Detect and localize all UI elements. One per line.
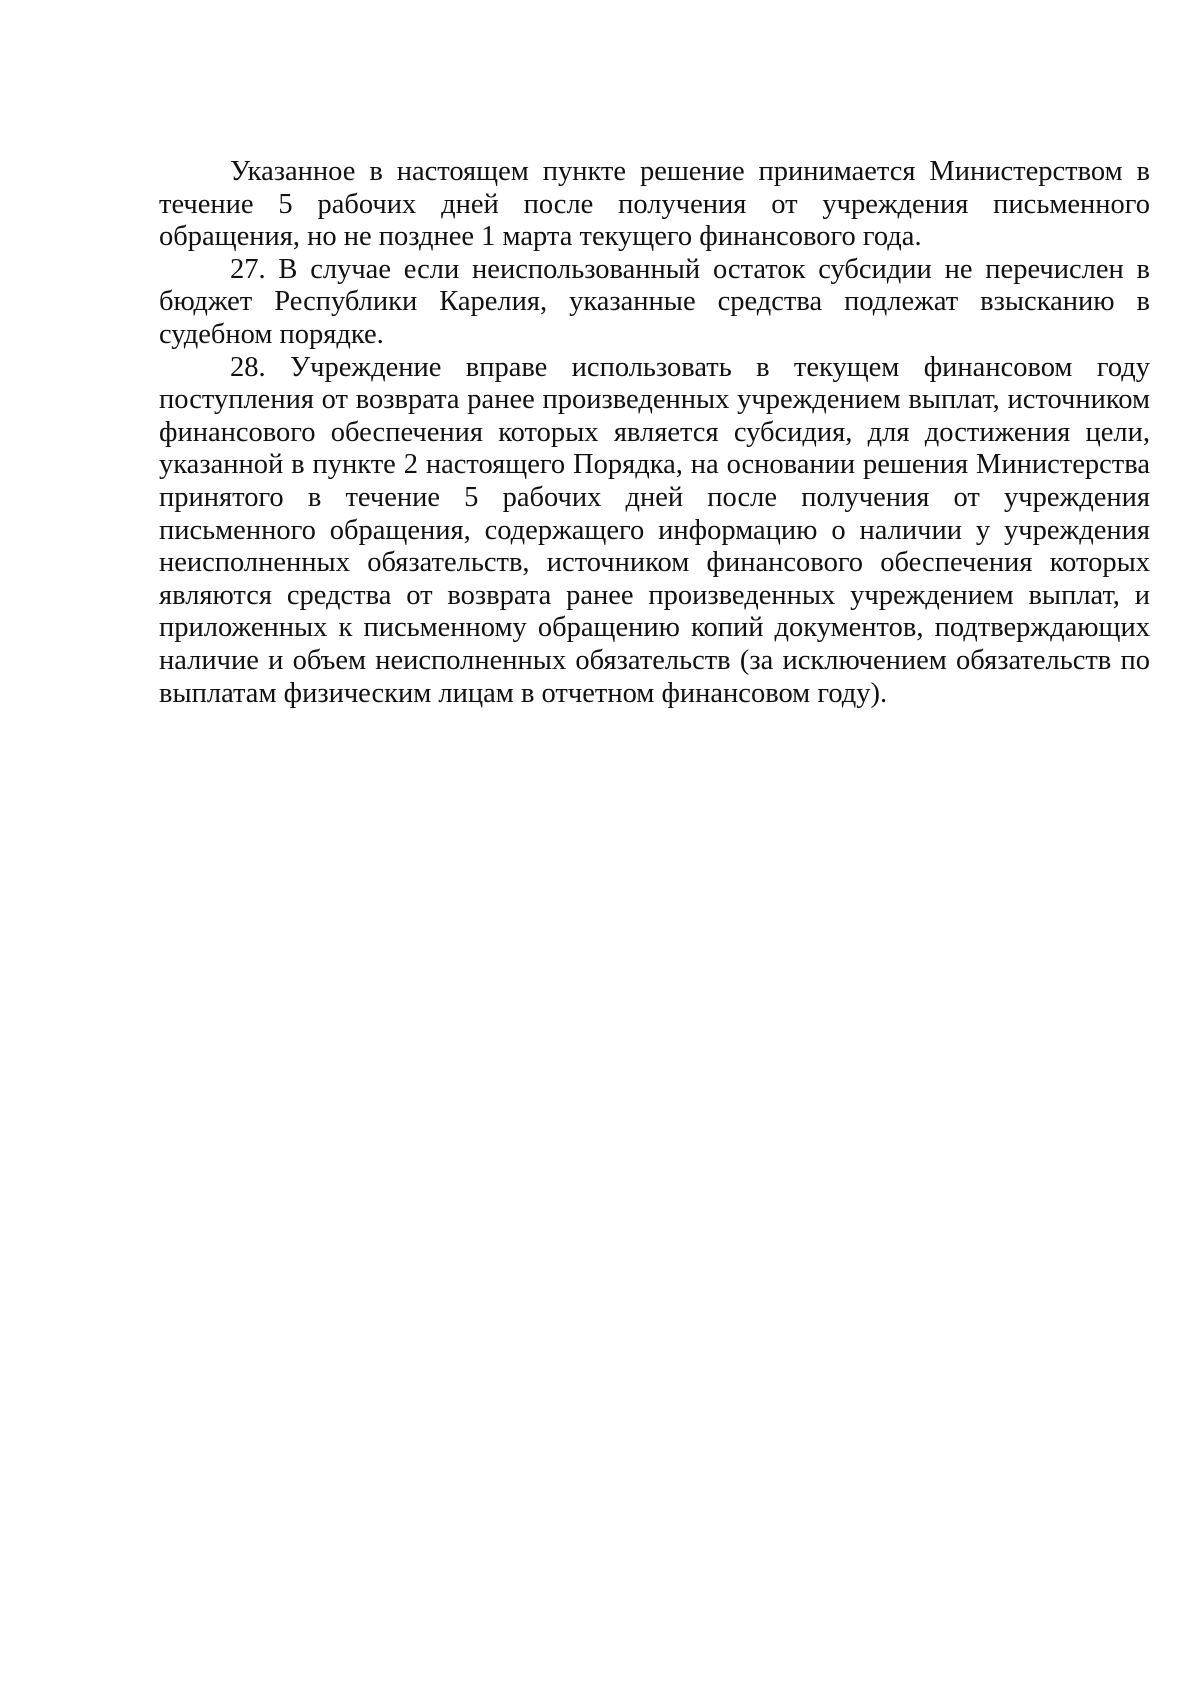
paragraph-decision-terms: Указанное в настоящем пункте решение принимается Министерством в течение 5 рабочих дней после получения от учреждения письменного обращения, но не позднее 1 марта текущего финансового года.: [159, 156, 1150, 253]
paragraph-27-unused-balance: 27. В случае если неиспользованный остаток субсидии не перечислен в бюджет Республики Карелия, указанные средства подлежат взысканию в судебном порядке.: [159, 253, 1150, 350]
paragraph-28-refund-usage: 28. Учреждение вправе использовать в текущем финансовом году поступления от возврата ранее произведенных учреждением выплат, источником финансового обеспечения которых является субсидия, для достижения цели, указанной в пункте 2 настоящего Порядка, на основании решения Министерства принятого в течение 5 рабочих дней после получения от учреждения письменного обращения, содержащего информацию о наличии у учреждения неисполненных обязательств, источником финансового обеспечения которых являются средства от возврата ранее произведенных учреждением выплат, и приложенных к письменному обращению копий документов, подтверждающих наличие и объем неисполненных обязательств (за исключением обязательств по выплатам физическим лицам в отчетном финансовом году).: [159, 351, 1150, 709]
document-body: [159, 156, 1150, 710]
